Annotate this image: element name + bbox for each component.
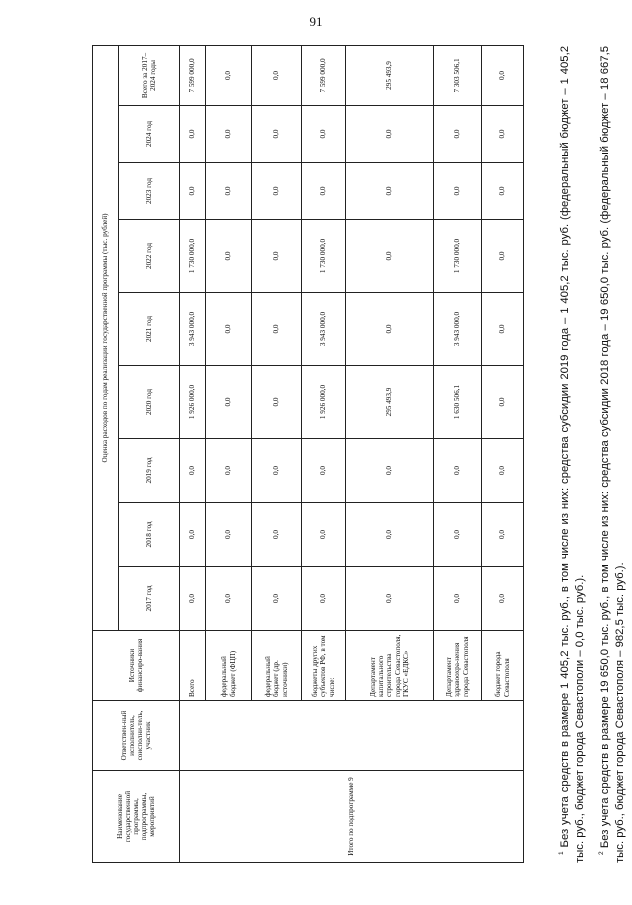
- value-cell: 0,0: [434, 439, 482, 503]
- value-cell: 7 303 506,1: [434, 45, 482, 105]
- header-source: Источники финансиро-вания: [93, 631, 180, 701]
- value-cell: 0,0: [206, 567, 252, 631]
- value-cell: 1 730 000,0: [302, 220, 346, 293]
- value-cell: 0,0: [346, 293, 434, 366]
- value-cell: 0,0: [482, 220, 524, 293]
- footnote-mark: 1: [558, 851, 565, 855]
- value-cell: 0,0: [482, 106, 524, 163]
- value-cell: 0,0: [434, 163, 482, 220]
- value-cell: 0,0: [252, 220, 302, 293]
- value-cell: 0,0: [346, 220, 434, 293]
- value-cell: 0,0: [206, 220, 252, 293]
- header-row: [93, 45, 119, 862]
- value-cell: 0,0: [434, 106, 482, 163]
- rotated-content: [92, 45, 627, 863]
- value-cell: 0,0: [180, 567, 206, 631]
- value-cell: 0,0: [252, 503, 302, 567]
- header-year: 2020 год: [119, 366, 180, 439]
- value-cell: 0,0: [346, 106, 434, 163]
- source-cell: федеральный бюджет (ФЦП): [206, 631, 252, 701]
- value-cell: 0,0: [206, 503, 252, 567]
- value-cell: 3 943 000,0: [180, 293, 206, 366]
- value-cell: 0,0: [206, 439, 252, 503]
- header-year: 2021 год: [119, 293, 180, 366]
- header-group: Оценка расходов по годам реализации государственной программы (тыс. рублей): [93, 45, 119, 630]
- value-cell: 3 943 000,0: [302, 293, 346, 366]
- header-responsible: Ответствен-ный исполнитель, соисполни-тель, участник: [93, 701, 180, 771]
- source-cell: бюджет города Севастополя: [482, 631, 524, 701]
- value-cell: 0,0: [346, 439, 434, 503]
- source-cell: федеральный бюджет (др. источники): [252, 631, 302, 701]
- value-cell: 1 926 000,0: [302, 366, 346, 439]
- page-number: 91: [309, 14, 323, 29]
- value-cell: 7 599 000,0: [180, 45, 206, 105]
- header-name: Наименование государственной программы, подпрограммы, мероприятий: [93, 771, 180, 863]
- value-cell: 0,0: [206, 45, 252, 105]
- value-cell: 0,0: [302, 163, 346, 220]
- value-cell: 0,0: [346, 163, 434, 220]
- value-cell: 0,0: [180, 439, 206, 503]
- header-year: 2024 год: [119, 106, 180, 163]
- value-cell: 0,0: [206, 106, 252, 163]
- source-cell: Всего: [180, 631, 206, 701]
- value-cell: 0,0: [346, 567, 434, 631]
- value-cell: 0,0: [180, 163, 206, 220]
- value-cell: 1 630 506,1: [434, 366, 482, 439]
- footnote-mark: 2: [597, 851, 605, 855]
- value-cell: 0,0: [252, 45, 302, 105]
- source-cell: Департамент капитального строительства города Севастополя, ГКУС «ЕДКС»: [346, 631, 434, 701]
- value-cell: 0,0: [302, 439, 346, 503]
- value-cell: 7 599 000,0: [302, 45, 346, 105]
- source-cell: бюджеты других субъектов РФ, в том числе:: [302, 631, 346, 701]
- value-cell: 0,0: [302, 106, 346, 163]
- value-cell: 0,0: [206, 366, 252, 439]
- value-cell: 1 926 000,0: [180, 366, 206, 439]
- header-year: 2017 год: [119, 567, 180, 631]
- value-cell: 0,0: [206, 163, 252, 220]
- footnotes: [554, 46, 632, 863]
- footnote-2: [594, 46, 629, 863]
- value-cell: 0,0: [180, 503, 206, 567]
- footnote-text: Без учета средств в размере 1 405,2 тыс. руб., в том числе из них: средства субсидии 2019 года – 1 405,2 тыс. руб. (федеральный бюджет – 1 405,2 тыс. руб., бюджет города Севастополи – 0,0 тыс. руб.).: [558, 45, 587, 863]
- header-total: Всего за 2017–2024 годы: [119, 45, 180, 105]
- value-cell: 0,0: [482, 503, 524, 567]
- responsible-cell: [180, 701, 524, 771]
- value-cell: 0,0: [180, 106, 206, 163]
- table-row: [180, 45, 206, 862]
- footnote-text: Без учета средств в размере 19 650,0 тыс. руб., в том числе из них: средства субсидии 2018 года – 19 650,0 тыс. руб. (федеральный бюджет – 18 667,5 тыс. руб., бюджет города Севастополя – 982,5 тыс. руб.).: [598, 46, 627, 863]
- value-cell: 0,0: [206, 293, 252, 366]
- value-cell: 0,0: [346, 503, 434, 567]
- value-cell: 0,0: [252, 106, 302, 163]
- header-year: 2018 год: [119, 503, 180, 567]
- value-cell: 0,0: [482, 293, 524, 366]
- footnote-1: [554, 46, 589, 863]
- value-cell: 0,0: [302, 567, 346, 631]
- budget-table: [92, 45, 524, 863]
- header-year: 2022 год: [119, 220, 180, 293]
- value-cell: 1 730 000,0: [434, 220, 482, 293]
- value-cell: 0,0: [252, 366, 302, 439]
- value-cell: 0,0: [482, 439, 524, 503]
- value-cell: 0,0: [482, 45, 524, 105]
- header-year: 2023 год: [119, 163, 180, 220]
- subprogram-name: Итого по подпрограмме 9: [180, 771, 524, 863]
- value-cell: 0,0: [482, 567, 524, 631]
- value-cell: 1 730 000,0: [180, 220, 206, 293]
- header-year: 2019 год: [119, 439, 180, 503]
- value-cell: 295 493,9: [346, 366, 434, 439]
- source-cell: Департамент здравоохра-нения города Севастополя: [434, 631, 482, 701]
- value-cell: 0,0: [252, 293, 302, 366]
- value-cell: 0,0: [434, 567, 482, 631]
- value-cell: 3 943 000,0: [434, 293, 482, 366]
- value-cell: 295 493,9: [346, 45, 434, 105]
- value-cell: 0,0: [252, 163, 302, 220]
- value-cell: 0,0: [434, 503, 482, 567]
- value-cell: 0,0: [482, 163, 524, 220]
- value-cell: 0,0: [252, 567, 302, 631]
- value-cell: 0,0: [302, 503, 346, 567]
- value-cell: 0,0: [482, 366, 524, 439]
- value-cell: 0,0: [252, 439, 302, 503]
